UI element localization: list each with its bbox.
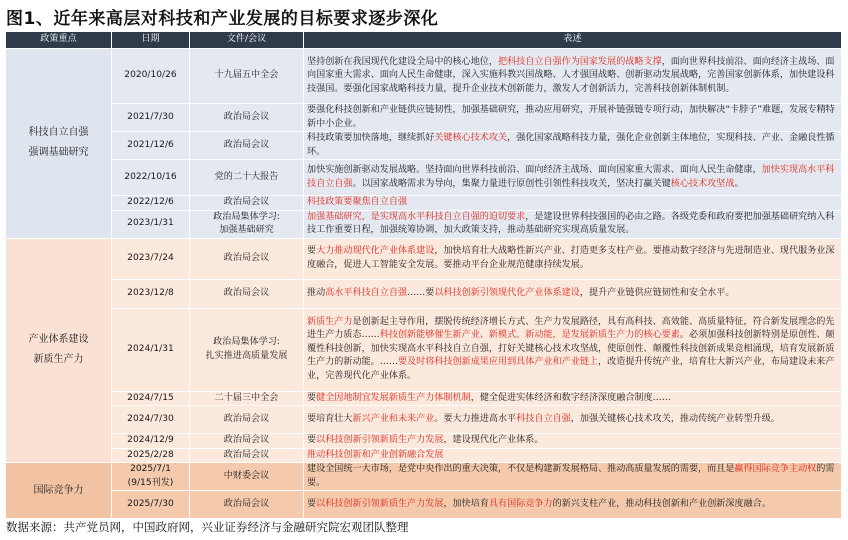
statement-text: 。要大力推进高水平 (434, 413, 517, 424)
statement-cell (304, 448, 842, 463)
table-row (6, 104, 842, 132)
highlight-text: 把科技自立自强作为国家发展的战略支撑 (497, 56, 662, 67)
header-date: 日期 (112, 32, 190, 49)
statement-text: 推动 (307, 287, 326, 298)
statement-text: ，是建设世界科技强国的必由之路。各级党委和政府要把加强基础研究纳入科技工作重要日程，加强统筹协调，加大政策支持，推动基础研究实现高质量发展。 (307, 211, 835, 235)
document-cell: 政治局会议 (190, 196, 304, 211)
statement-text: ，加快培育壮大战略性新兴产业、打造更多支柱产业。要推动数字经济与先进制造业、现代服务业深度融合，促进人工智能安全发展。要推动平台企业规范健康持续发展。 (307, 246, 835, 270)
table-row (6, 196, 842, 211)
highlight-text: 赢得国际竞争主动权 (734, 464, 817, 474)
statement-text: 要强化科技创新和产业链供应链韧性，加强基础研究，推动应用研究，开展补链强链专项行动，加快解决“卡脖子”难题，发展专精特新中小企业。 (307, 105, 835, 129)
document-cell: 政治局会议 (190, 491, 304, 519)
statement-cell (304, 160, 842, 196)
document-cell: 党的二十大报告 (190, 160, 304, 196)
highlight-text: 科技政策要聚焦自立自强 (307, 197, 408, 207)
policy-focus-cell: 产业体系建设 新质生产力 (6, 238, 112, 463)
header-policy-focus: 政策重点 (6, 32, 112, 49)
statement-text: ，强化国家战略科技力量，强化企业创新主体地位，实现科技、产业、金融良性循环。 (307, 133, 835, 157)
statement-text: 要 (307, 392, 317, 403)
document-cell: 政治局会议 (190, 238, 304, 279)
table-row (6, 308, 842, 391)
statement-text: ，加强关键核心技术攻关，推动传统产业转型升级。 (570, 413, 780, 424)
document-cell: 政治局集体学习: 加强基础研究 (190, 210, 304, 238)
highlight-text: 以科技创新引领现代化产业体系建设 (434, 287, 580, 298)
date-cell: 2024/7/30 (112, 406, 190, 434)
document-cell: 政治局会议 (190, 406, 304, 434)
date-cell: 2020/10/26 (112, 49, 190, 104)
statement-cell (304, 308, 842, 391)
statement-text: 要培育壮大 (307, 413, 353, 424)
highlight-text: 新质生产力 (307, 316, 353, 327)
document-cell: 政治局会议 (190, 279, 304, 308)
statement-text: 是创新起主导作用，摆脱传统经济增长方式、生产力发展路径，具有高科技、高效能、高质量特征，符合新发展理念的先进生产力质态…… (307, 316, 835, 341)
highlight-text: 核心技术攻坚战 (670, 178, 735, 189)
statement-text: ，健全促进实体经济和数字经济深度融合制度…… (470, 392, 671, 403)
statement-text: ，面向世界科技前沿、面向经济主战场、面向国家重大需求、面向人民生命健康，深入实施科教兴国战略、人才强国战略、创新驱动发展战略，完善国家创新体系，加快建设科技强国。要强化国家战略科技力量，提升企业技术创新能力，激发人才创新活力，完善科技创新体制机制。 (307, 56, 835, 94)
table-row (6, 279, 842, 308)
date-cell: 2022/12/6 (112, 196, 190, 211)
statement-text: 科技政策要加快落地，继续抓好 (307, 133, 435, 143)
date-cell: 2023/7/24 (112, 238, 190, 279)
table-row (6, 391, 842, 406)
statement-cell (304, 196, 842, 211)
statement-cell (304, 491, 842, 519)
statement-text: 。必须加强科技创新特别是原创性、颠覆性科技创新，加快实现高水平科技自立自强，打好关键核心技术攻坚战，使原创性、颠覆性科技创新成果竞相涌现，培育发展新质生产力的新动能。…… (307, 330, 835, 368)
date-cell: 2025/2/28 (112, 448, 190, 463)
highlight-text: 以科技创新引领新质生产力发展 (316, 498, 444, 509)
statement-cell (304, 279, 842, 308)
statement-text: 加快实施创新驱动发展战略。坚持面向世界科技前沿、面向经济主战场、面向国家重大需求、面向人民生命健康， (307, 165, 762, 175)
statement-cell (304, 210, 842, 238)
document-cell: 政治局会议 (190, 104, 304, 132)
policy-focus-cell: 科技自立自强 强调基础研究 (6, 49, 112, 239)
highlight-text: 关键核心技术攻关 (434, 133, 508, 143)
statement-text: 的需要。 (307, 464, 835, 488)
highlight-text: 以科技创新引领新质生产力发展 (316, 435, 444, 445)
highlight-text: 推动科技创新和产业创新融合发展 (307, 449, 444, 460)
table-row (6, 210, 842, 238)
highlight-text: 新兴产业和未来产业 (352, 413, 435, 424)
statement-cell (304, 104, 842, 132)
date-cell: 2024/12/9 (112, 434, 190, 449)
table-row (6, 448, 842, 463)
statement-cell (304, 49, 842, 104)
date-cell: 2023/12/8 (112, 279, 190, 308)
highlight-text: 健全因地制宜发展新质生产力体制机制 (316, 392, 471, 403)
statement-text: 。 (734, 178, 744, 189)
document-cell: 二十届三中全会 (190, 391, 304, 406)
statement-cell (304, 463, 842, 491)
header-statement: 表述 (304, 32, 842, 49)
table-row (6, 238, 842, 279)
highlight-text: 具有国际竞争力 (488, 498, 553, 509)
table-row (6, 406, 842, 434)
document-cell: 十九届五中全会 (190, 49, 304, 104)
document-cell: 中财委会议 (190, 463, 304, 491)
table-row (6, 160, 842, 196)
table-header-row (6, 32, 842, 49)
statement-text: ……要 (407, 287, 435, 298)
statement-text: ，改造提升传统产业，培育壮大新兴产业，布局建设未来产业，完善现代化产业体系。 (307, 357, 835, 381)
statement-text: ，提升产业链供应链韧性和安全水平。 (579, 287, 735, 298)
statement-text: 坚持创新在我国现代化建设全局中的核心地位， (307, 56, 498, 67)
document-cell: 政治局会议 (190, 434, 304, 449)
policy-focus-cell: 国际竞争力 (6, 463, 112, 519)
policy-table (5, 31, 842, 519)
document-cell: 政治局集体学习: 扎实推进高质量发展 (190, 308, 304, 391)
date-cell: 2024/1/31 (112, 308, 190, 391)
date-cell: 2022/10/16 (112, 160, 190, 196)
statement-cell (304, 406, 842, 434)
date-cell: 2025/7/30 (112, 491, 190, 519)
statement-text: 。以国家战略需求为导向，集聚力量进行原创性引领性科技攻关，坚决打赢关键 (352, 178, 671, 189)
highlight-text: 高水平科技自立自强 (325, 287, 408, 298)
data-source-note: 数据来源：共产党员网，中国政府网，兴业证券经济与金融研究院宏观团队整理 (6, 520, 409, 534)
date-cell: 2021/7/30 (112, 104, 190, 132)
document-cell: 政治局会议 (190, 132, 304, 160)
highlight-text: 加快实现高水平科技自立自强 (307, 165, 835, 189)
statement-cell (304, 238, 842, 279)
table-row (6, 463, 842, 491)
statement-text: ，加快培育 (443, 498, 489, 509)
table-row (6, 132, 842, 160)
table-row (6, 49, 842, 104)
statement-cell (304, 391, 842, 406)
statement-text: 的新兴支柱产业，推动科技创新和产业创新深度融合。 (552, 498, 771, 509)
header-document: 文件/会议 (190, 32, 304, 49)
table-row (6, 491, 842, 519)
highlight-text: 要及时将科技创新成果应用到具体产业和产业链上 (397, 357, 599, 368)
highlight-text: 科技自立自强 (516, 413, 571, 424)
document-cell: 政治局会议 (190, 448, 304, 463)
figure-title: 图1、近年来高层对科技和产业发展的目标要求逐步深化 (6, 9, 439, 29)
date-cell: 2023/1/31 (112, 210, 190, 238)
statement-text: 要 (307, 435, 317, 445)
date-cell: 2024/7/15 (112, 391, 190, 406)
highlight-text: 加强基础研究，是实现高水平科技自立自强的迫切要求 (307, 211, 526, 222)
statement-text: 要 (307, 498, 317, 509)
statement-text: 要 (307, 246, 317, 256)
date-cell: 2025/7/1 (9/15刊发) (112, 463, 190, 491)
statement-text: 建设全国统一大市场，是党中央作出的重大决策，不仅是构建新发展格局、推动高质量发展的需要，而且是 (307, 464, 735, 474)
highlight-text: 大力推动现代化产业体系建设 (316, 246, 435, 256)
statement-cell (304, 434, 842, 449)
highlight-text: 科技创新能够催生新产业、新模式、新动能，是发展新质生产力的核心要素 (379, 330, 680, 341)
date-cell: 2021/12/6 (112, 132, 190, 160)
statement-text: ，建设现代化产业体系。 (443, 435, 544, 445)
table-row (6, 434, 842, 449)
statement-cell (304, 132, 842, 160)
